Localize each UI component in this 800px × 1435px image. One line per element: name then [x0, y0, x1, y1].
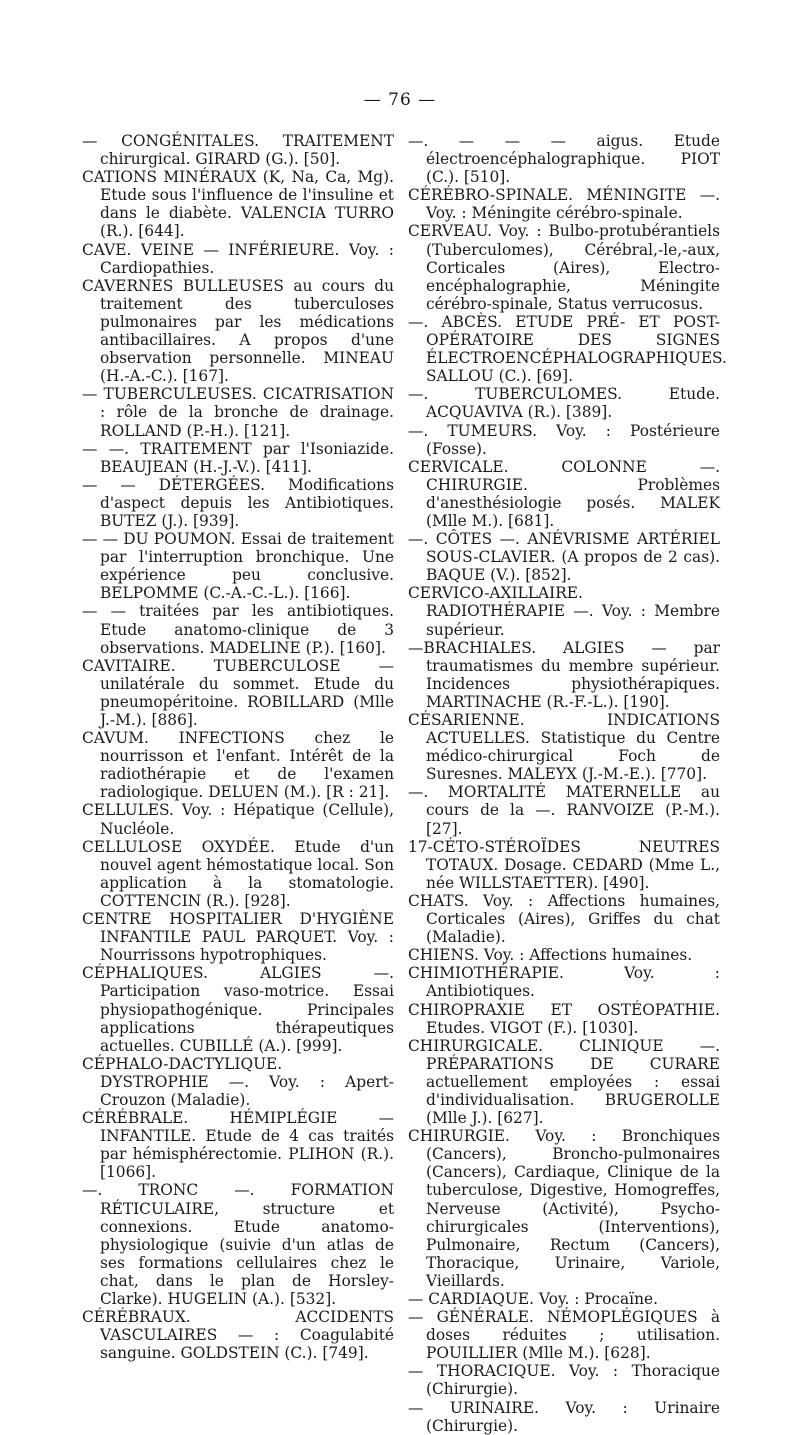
- index-entry: CATIONS MINÉRAUX (K, Na, Ca, Mg). Etude sous l'influence de l'insuline et dans le diabète. VALENCIA TURRO (R.). [644].: [82, 168, 399, 241]
- index-entry: CHIMIOTHÉRAPIE. Voy. : Antibiotiques.: [408, 964, 725, 1001]
- index-entry: —. — — — aigus. Etude électroencéphalographique. PIOT (C.). [510].: [408, 132, 725, 187]
- index-column-left: [82, 132, 399, 1363]
- index-entry: CHATS. Voy. : Affections humaines, Corticales (Aires), Griffes du chat (Maladie).: [408, 891, 725, 947]
- index-column-right: [408, 132, 732, 1435]
- index-entry: —. CÔTES —. ANÉVRISME ARTÉRIEL SOUS-CLAVIER. (A propos de 2 cas). BAQUE (V.). [852].: [408, 530, 725, 585]
- index-entry: —. MORTALITÉ MATERNELLE au cours de la —. RANVOIZE (P.-M.). [27].: [408, 783, 725, 838]
- index-entry: — URINAIRE. Voy. : Urinaire (Chirurgie).: [408, 1398, 725, 1435]
- index-entry: CAVERNES BULLEUSES au cours du traitement des tuberculoses pulmonaires par les médications antibacillaires. A propos d'une observation personnelle. MINEAU (H.-A.-C.). [167].: [82, 276, 399, 386]
- index-entry: CÉRÉBRO-SPINALE. MÉNINGITE —. Voy. : Méningite cérébro-spinale.: [408, 186, 725, 223]
- index-entry: CHIRURGIE. Voy. : Bronchiques (Cancers), Broncho-pulmonaires (Cancers), Cardiaque, Clinique de la tuberculose, Digestive, Homogreffes, Nerveuse (Activité), Psycho-chirurgicales (Interventions), Pulmonaire, Rectum (Cancers), Thoracique, Urinaire, Variole, Vieillards.: [408, 1127, 725, 1290]
- index-entry: — GÉNÉRALE. NÉMOPLÉGIQUES à doses réduites ; utilisation. POUILLIER (Mlle M.). [628].: [408, 1308, 725, 1363]
- index-entry: CAVE. VEINE — INFÉRIEURE. Voy. : Cardiopathies.: [82, 240, 399, 277]
- index-entry: —. TRONC —. FORMATION RÉTICULAIRE, structure et connexions. Etude anatomo-physiologique (suivie d'un atlas de ses formations cellulaires chez le chat, dans le plan de Horsley-Clarke). HUGELIN (A.). [532].: [82, 1181, 399, 1308]
- index-entry: CERVEAU. Voy. : Bulbo-protubérantiels (Tuberculomes), Cérébral,-le,-aux, Corticales (Aires), Electro-encéphalographie, Méningite cérébro-spinale, Status verrucosus.: [408, 222, 725, 313]
- index-entry: — — DU POUMON. Essai de traitement par l'interruption bronchique. Une expérience peu conclusive. BELPOMME (C.-A.-C.-L.). [166].: [82, 530, 399, 603]
- index-entry: CELLULES. Voy. : Hépatique (Cellule), Nucléole.: [82, 801, 399, 838]
- index-entry: —. TUMEURS. Voy. : Postérieure (Fosse).: [408, 421, 725, 458]
- index-entry: CÉSARIENNE. INDICATIONS ACTUELLES. Statistique du Centre médico-chirurgical Foch de Suresnes. MALEYX (J.-M.-E.). [770].: [408, 711, 725, 784]
- index-entry: — — DÉTERGÉES. Modifications d'aspect depuis les Antibiotiques. BUTEZ (J.). [939].: [82, 475, 399, 530]
- index-entry: —. TUBERCULOMES. Etude. ACQUAVIVA (R.). [389].: [408, 385, 725, 422]
- index-entry: CHIRURGICALE. CLINIQUE —. PRÉPARATIONS DE CURARE actuellement employées : essai d'individualisation. BRUGEROLLE (Mlle J.). [627].: [408, 1036, 725, 1128]
- index-entry: CÉRÉBRALE. HÉMIPLÉGIE — INFANTILE. Etude de 4 cas traités par hémisphérectomie. PLIHON (R.). [1066].: [82, 1109, 399, 1182]
- page-number: — 76 —: [363, 90, 437, 110]
- index-entry: CÉPHALO-DACTYLIQUE. DYSTROPHIE —. Voy. : Apert-Crouzon (Maladie).: [82, 1054, 394, 1109]
- index-entry: — —. TRAITEMENT par l'Isoniazide. BEAUJEAN (H.-J.-V.). [411].: [82, 439, 399, 476]
- index-entry: 17-CÉTO-STÉROÏDES NEUTRES TOTAUX. Dosage. CEDARD (Mme L., née WILLSTAETTER). [490].: [408, 837, 725, 892]
- index-entry: CAVUM. INFECTIONS chez le nourrisson et l'enfant. Intérêt de la radiothérapie et de l'examen radiologique. DELUEN (M.). [R : 21].: [82, 729, 399, 802]
- index-entry: — THORACIQUE. Voy. : Thoracique (Chirurgie).: [408, 1362, 725, 1399]
- index-entry: —BRACHIALES. ALGIES — par traumatismes du membre supérieur. Incidences physiothérapiques. MARTINACHE (R.-F.-L.). [190].: [408, 638, 725, 711]
- index-entry: CHIROPRAXIE ET OSTÉOPATHIE. Etudes. VIGOT (F.). [1030].: [408, 1000, 725, 1037]
- index-entry: CELLULOSE OXYDÉE. Etude d'un nouvel agent hémostatique local. Son application à la stomatologie. COTTENCIN (R.). [928].: [82, 837, 399, 910]
- index-entry: CERVICALE. COLONNE —. CHIRURGIE. Problèmes d'anesthésiologie posés. MALEK (Mlle M.). [681].: [408, 457, 725, 530]
- index-entry: — CARDIAQUE. Voy. : Procaïne.: [408, 1290, 658, 1308]
- index-entry: — TUBERCULEUSES. CICATRISATION : rôle de la bronche de drainage. ROLLAND (P.-H.). [121].: [82, 385, 399, 440]
- index-entry: — — traitées par les antibiotiques. Etude anatomo-clinique de 3 observations. MADELINE (P.). [160].: [82, 602, 399, 657]
- index-entry: CHIENS. Voy. : Affections humaines.: [408, 946, 693, 965]
- index-entry: CAVITAIRE. TUBERCULOSE — unilatérale du sommet. Etude du pneumopéritoine. ROBILLARD (Mlle J.-M.). [886].: [82, 656, 399, 729]
- index-entry: CENTRE HOSPITALIER D'HYGIÈNE INFANTILE PAUL PARQUET. Voy. : Nourrissons hypotrophiques.: [82, 910, 399, 965]
- index-entry: —. ABCÈS. ETUDE PRÉ- ET POST-OPÉRATOIRE DES SIGNES ÉLECTROENCÉPHALOGRAPHIQUES. SALLOU (C.). [69].: [408, 312, 732, 386]
- index-entry: CERVICO-AXILLAIRE. RADIOTHÉRAPIE —. Voy. : Membre supérieur.: [408, 584, 725, 639]
- index-entry: CÉRÉBRAUX. ACCIDENTS VASCULAIRES — : Coagulabité sanguine. GOLDSTEIN (C.). [749].: [82, 1308, 399, 1363]
- index-entry: — CONGÉNITALES. TRAITEMENT chirurgical. GIRARD (G.). [50].: [82, 132, 399, 169]
- index-entry: CÉPHALIQUES. ALGIES —. Participation vaso-motrice. Essai physiopathogénique. Principales applications thérapeutiques actuelles. CUBILLÉ (A.). [999].: [82, 964, 399, 1055]
